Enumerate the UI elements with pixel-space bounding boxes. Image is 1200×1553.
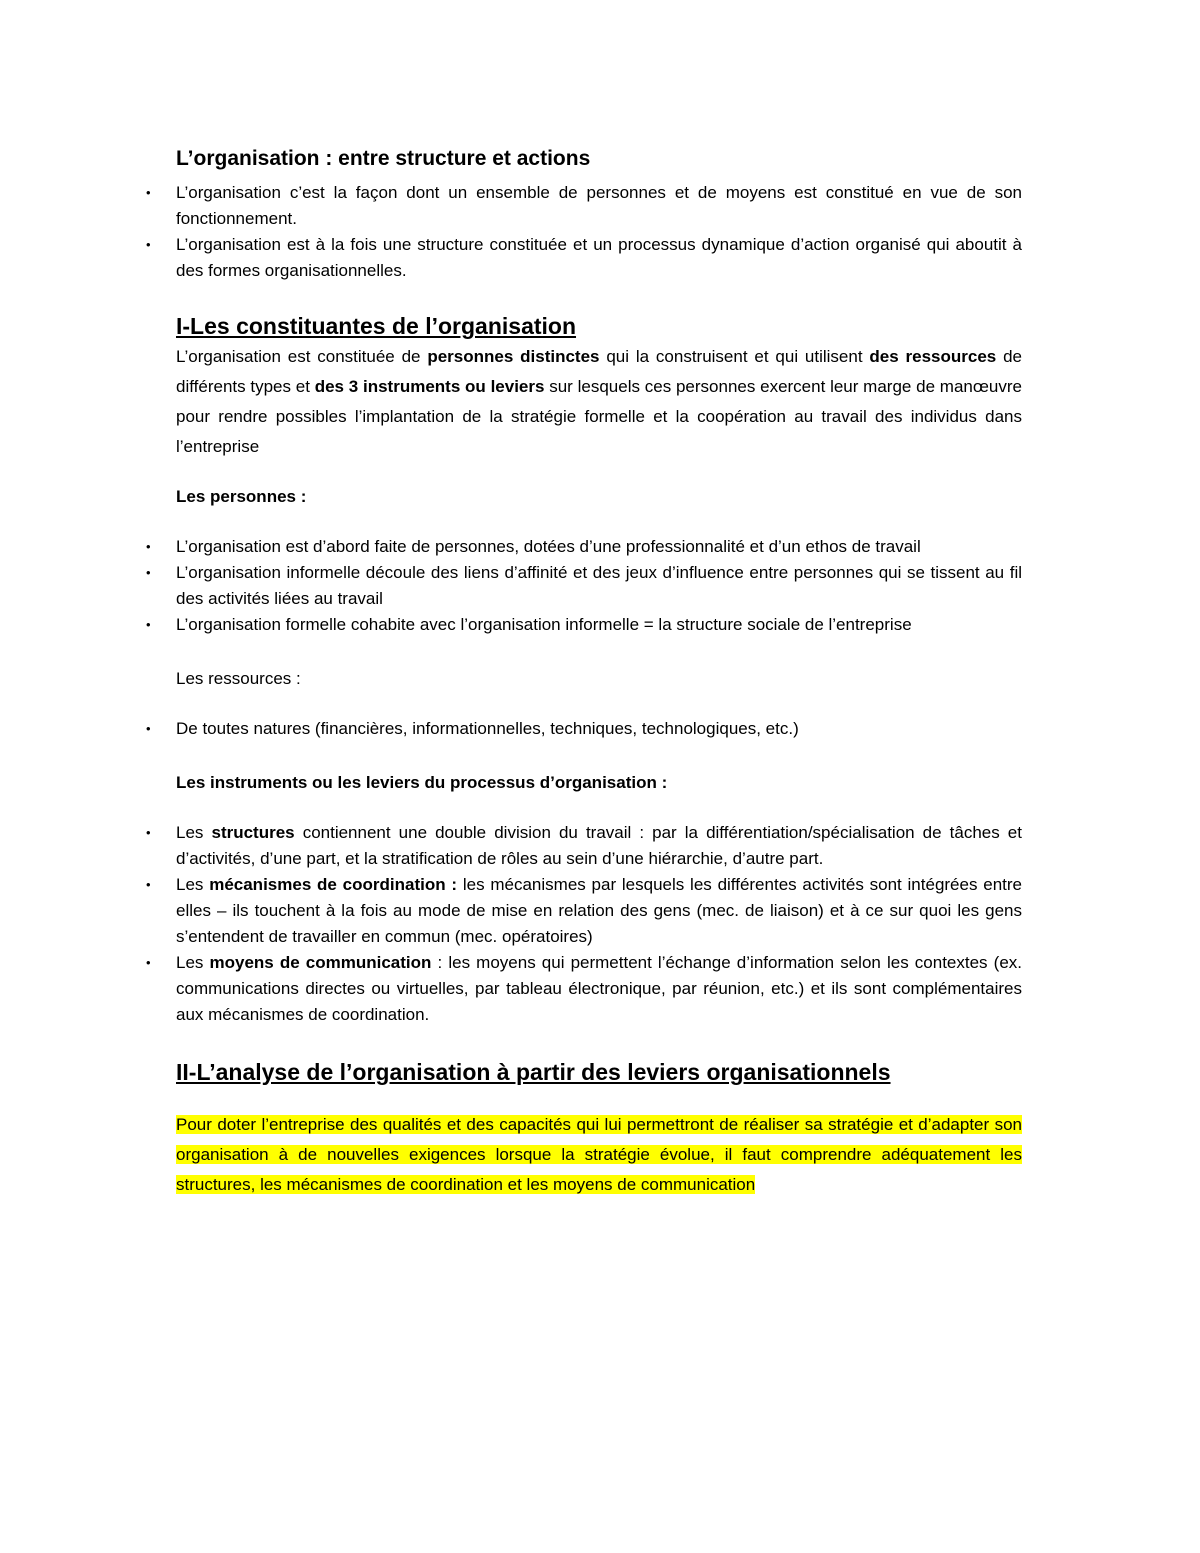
subheading-ressources: Les ressources :: [176, 669, 301, 688]
bullet-icon: •: [146, 617, 151, 632]
document-title: L’organisation : entre structure et actions: [176, 147, 591, 170]
bullet-icon: •: [146, 539, 151, 554]
bullet-icon: •: [146, 565, 151, 580]
bullet-icon: •: [146, 825, 151, 840]
list-item: • Les mécanismes de coordination : les mécanismes par lesquels les différentes activités sont intégrées entre elles – ils touchent à la fois au mode de mise en relation des gens (mec. de liaison) et à ce sur quoi les gens s’entendent de travailler en commun (mec. opératoires): [176, 872, 1022, 950]
subheading-instruments: Les instruments ou les leviers du processus d’organisation :: [176, 773, 668, 792]
bullet-icon: •: [146, 721, 151, 736]
personnes-bullet-list: [146, 534, 1022, 638]
highlighted-paragraph: [176, 1110, 1022, 1200]
list-item: • Les structures contiennent une double division du travail : par la différentiation/spécialisation de tâches et d’activités, d’une part, et la stratification de rôles au sein d’une hiérarchie, d’autre part.: [176, 820, 1022, 872]
subheading-personnes: Les personnes :: [176, 487, 307, 506]
instruments-bullet-list: [146, 820, 1022, 1028]
section-title-analyse: II-L’analyse de l’organisation à partir des leviers organisationnels: [176, 1059, 891, 1085]
list-item: • L’organisation est à la fois une structure constituée et un processus dynamique d’action organisé qui aboutit à des formes organisationnelles.: [176, 232, 1022, 284]
intro-bullet-list: [146, 180, 1022, 284]
list-item: • L’organisation est d’abord faite de personnes, dotées d’une professionnalité et d’un ethos de travail: [176, 534, 1022, 560]
list-item: • L’organisation c’est la façon dont un ensemble de personnes et de moyens est constitué en vue de son fonctionnement.: [176, 180, 1022, 232]
list-item: • L’organisation informelle découle des liens d’affinité et des jeux d’influence entre personnes qui se tissent au fil des activités liées au travail: [176, 560, 1022, 612]
bullet-icon: •: [146, 185, 151, 200]
bullet-icon: •: [146, 955, 151, 970]
list-item: • De toutes natures (financières, informationnelles, techniques, technologiques, etc.): [176, 716, 1022, 742]
list-item: • L’organisation formelle cohabite avec l’organisation informelle = la structure sociale de l’entreprise: [176, 612, 1022, 638]
ressources-bullet-list: [146, 716, 1022, 742]
text-highlight: Pour doter l’entreprise des qualités et des capacités qui lui permettront de réaliser sa stratégie et d’adapter son organisation à de nouvelles exigences lorsque la stratégie évolue, il faut comprendre adéquatement les structures, les mécanismes de coordination et les moyens de communication: [176, 1115, 1022, 1194]
section1-paragraph: L’organisation est constituée de personnes distinctes qui la construisent et qui utilisent des ressources de différents types et des 3 instruments ou leviers sur lesquels ces personnes exercent leur marge de manœuvre pour rendre possibles l’implantation de la stratégie formelle et la coopération au travail des individus dans l’entreprise: [176, 347, 1023, 456]
section-title-constituantes: I-Les constituantes de l’organisation: [176, 313, 577, 339]
bullet-icon: •: [146, 237, 151, 252]
list-item: • Les moyens de communication : les moyens qui permettent l’échange d’information selon les contextes (ex. communications directes ou virtuelles, par tableau électronique, par réunion, etc.) et ils sont complémentaires aux mécanismes de coordination.: [176, 950, 1022, 1028]
bullet-icon: •: [146, 877, 151, 892]
